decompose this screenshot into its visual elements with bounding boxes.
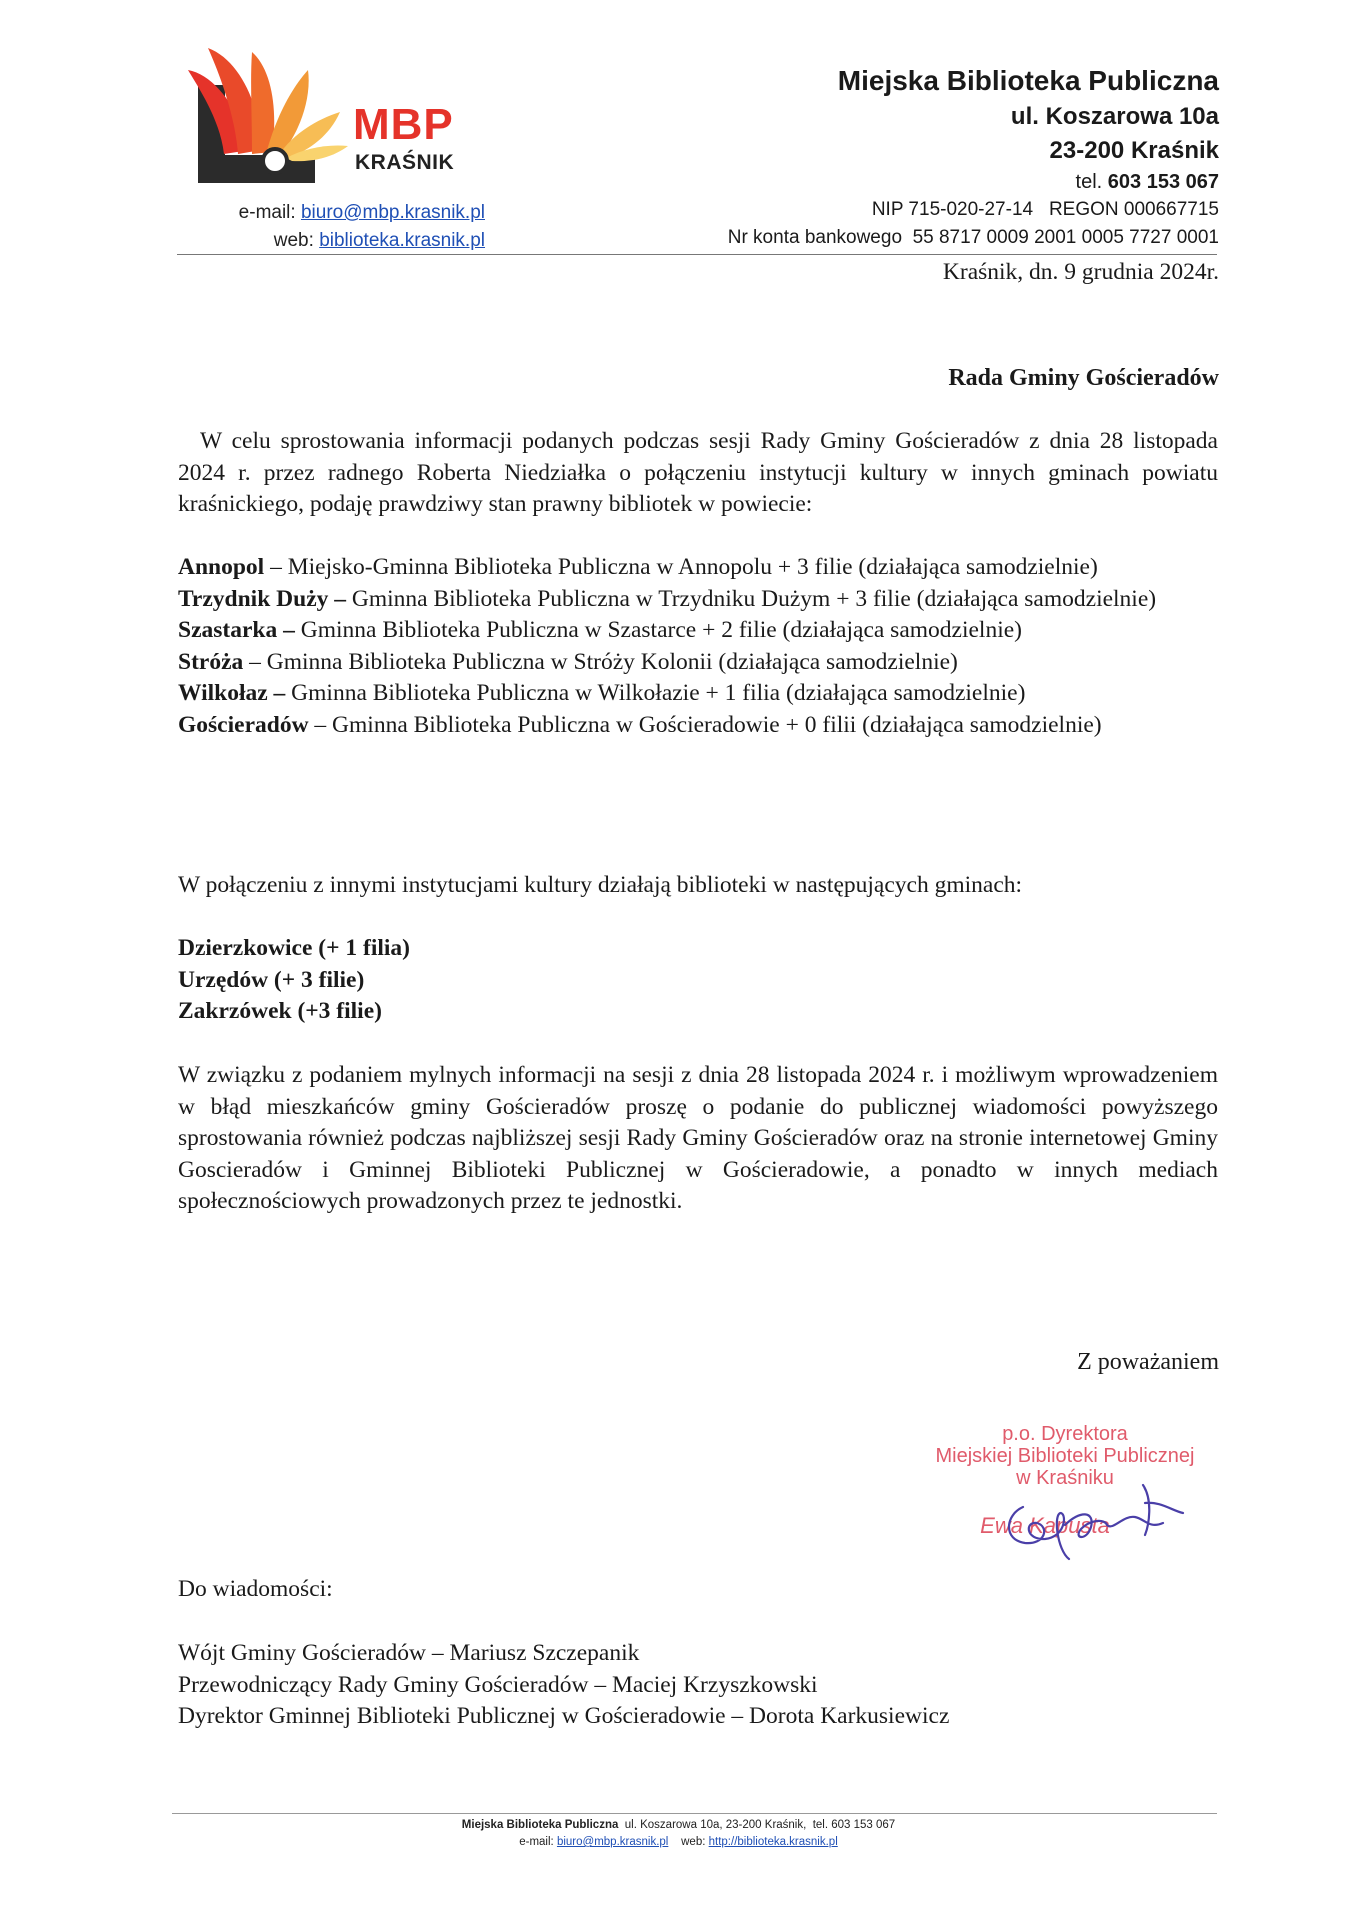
org-postal-city: 23-200 Kraśnik [1049, 137, 1219, 164]
combined-item: Zakrzówek (+3 filie) [178, 998, 382, 1024]
library-name: Gościeradów [178, 711, 309, 738]
org-regon: REGON 000667715 [1048, 199, 1219, 220]
footer-divider [172, 1813, 1217, 1814]
logo-city: KRAŚNIK [355, 151, 455, 174]
library-item [178, 584, 1218, 616]
contact-block [175, 199, 485, 255]
email-label: e-mail: [238, 202, 296, 223]
stamp-line1: p.o. Dyrektora [1002, 1423, 1128, 1445]
footer-address: ul. Koszarowa 10a, 23-200 Kraśnik, [624, 1819, 807, 1831]
date-line: Kraśnik, dn. 9 grudnia 2024r. [942, 259, 1219, 285]
library-desc: – Gminna Biblioteka Publiczna w Stróży Kolonii (działająca samodzielnie) [243, 648, 958, 675]
library-item [178, 647, 1218, 679]
combined-item: Urzędów (+ 3 filie) [178, 966, 365, 993]
library-name: Stróża [178, 648, 244, 675]
org-account-value: 55 8717 0009 2001 0005 7727 0001 [912, 227, 1219, 248]
handwritten-signature-icon [995, 1455, 1195, 1575]
combined-intro [178, 870, 1218, 902]
cc-list [178, 1638, 1218, 1733]
stamp-name: Ewa Kapusta [980, 1513, 1110, 1538]
email-link[interactable]: biuro@mbp.krasnik.pl [300, 202, 485, 223]
footer-line1 [0, 1819, 1357, 1831]
library-desc: – Miejsko-Gminna Biblioteka Publiczna w Annopolu + 3 filie (działająca samodzielnie) [264, 554, 1098, 580]
request-paragraph [178, 1060, 1218, 1218]
library-desc: Gminna Biblioteka Publiczna w Szastarce + 2 filie (działająca samodzielnie) [294, 617, 1022, 643]
library-desc: Gminna Biblioteka Publiczna w Wilkołazie + 1 filia (działająca samodzielnie) [285, 680, 1026, 706]
intro-paragraph [178, 426, 1218, 521]
footer-email-label: e-mail: [519, 1836, 554, 1848]
org-account [728, 224, 1219, 252]
library-item [178, 710, 1218, 742]
org-ids [872, 196, 1219, 224]
web-row [175, 227, 485, 255]
header-divider [177, 254, 1217, 255]
open-book-icon [180, 40, 350, 190]
stamp-line2: Miejskiej Biblioteki Publicznej [935, 1445, 1195, 1467]
combined-item: Dzierzkowice (+ 1 filia) [178, 935, 410, 961]
email-row [175, 199, 485, 227]
footer-web-label: web: [681, 1836, 706, 1848]
library-item [178, 552, 1218, 584]
library-name: Szastarka – [178, 617, 295, 643]
org-nip: NIP 715-020-27-14 [871, 199, 1034, 220]
web-link[interactable]: biblioteka.krasnik.pl [319, 230, 485, 251]
libraries-list [178, 552, 1218, 741]
library-desc: – Gminna Biblioteka Publiczna w Gościeradowie + 0 filii (działająca samodzielnie) [308, 711, 1102, 738]
signature-stamp [900, 1415, 1260, 1585]
combined-list [178, 933, 1218, 1028]
logo-brand: MBP [353, 100, 454, 149]
cc-item: Dyrektor Gminnej Biblioteki Publicznej w Gościeradowie – Dorota Karkusiewicz [178, 1703, 950, 1729]
library-item [178, 678, 1218, 710]
footer-tel: tel. 603 153 067 [812, 1819, 896, 1831]
org-street: ul. Koszarowa 10a [1010, 103, 1219, 130]
footer-org: Miejska Biblioteka Publiczna [461, 1819, 619, 1831]
logo [180, 40, 480, 190]
library-item [178, 615, 1218, 647]
closing: Z poważaniem [1077, 1349, 1219, 1375]
cc-item: Wójt Gminy Gościeradów – Mariusz Szczepanik [178, 1640, 640, 1666]
footer-web-link[interactable]: http://biblioteka.krasnik.pl [708, 1836, 838, 1848]
org-tel-label: tel. [1075, 171, 1103, 193]
library-name: Trzydnik Duży – [178, 585, 346, 612]
cc-label [178, 1574, 1218, 1606]
library-name: Wilkołaz – [178, 680, 286, 706]
org-name: Miejska Biblioteka Publiczna [837, 65, 1219, 96]
request-text: W związku z podaniem mylnych informacji na sesji z dnia 28 listopada 2024 r. i możliwym wprowadzeniem w błąd mieszkańców gminy Gościeradów proszę o podanie do publicznej wiadomości powyższego sprostowania również podczas najbliższej sesji Rady Gminy Gościeradów oraz na stronie internetowej Gminy Goscieradów i Gminnej Biblioteki Publicznej w Gościeradowie, a ponadto w innych mediach społecznościowych prowadzonych przez te jednostki. [178, 1062, 1218, 1214]
stamp-line3: w Kraśniku [1016, 1467, 1114, 1489]
intro-text: W celu sprostowania informacji podanych podczas sesji Rady Gminy Gościeradów z dnia 28 listopada 2024 r. przez radnego Roberta Niedziałka o połączeniu instytucji kultury w innych gminach powiatu kraśnickiego, podaję prawdziwy stan prawny bibliotek w powiecie: [178, 428, 1218, 517]
library-name: Annopol [178, 554, 265, 580]
cc-label-text: Do wiadomości: [178, 1576, 333, 1602]
library-desc: Gminna Biblioteka Publiczna w Trzydniku Dużym + 3 filie (działająca samodzielnie) [346, 585, 1157, 612]
cc-item: Przewodniczący Rady Gminy Gościeradów – Maciej Krzyszkowski [178, 1671, 818, 1698]
web-label: web: [273, 230, 314, 251]
org-tel-value: 603 153 067 [1107, 171, 1219, 193]
org-tel [1076, 167, 1219, 197]
org-account-label: Nr konta bankowego [727, 227, 903, 248]
combined-intro-text: W połączeniu z innymi instytucjami kultury działają biblioteki w następujących gminach: [178, 872, 1023, 898]
footer-email-link[interactable]: biuro@mbp.krasnik.pl [556, 1836, 669, 1848]
footer-line2 [0, 1836, 1357, 1848]
addressee: Rada Gminy Gościeradów [948, 365, 1219, 391]
